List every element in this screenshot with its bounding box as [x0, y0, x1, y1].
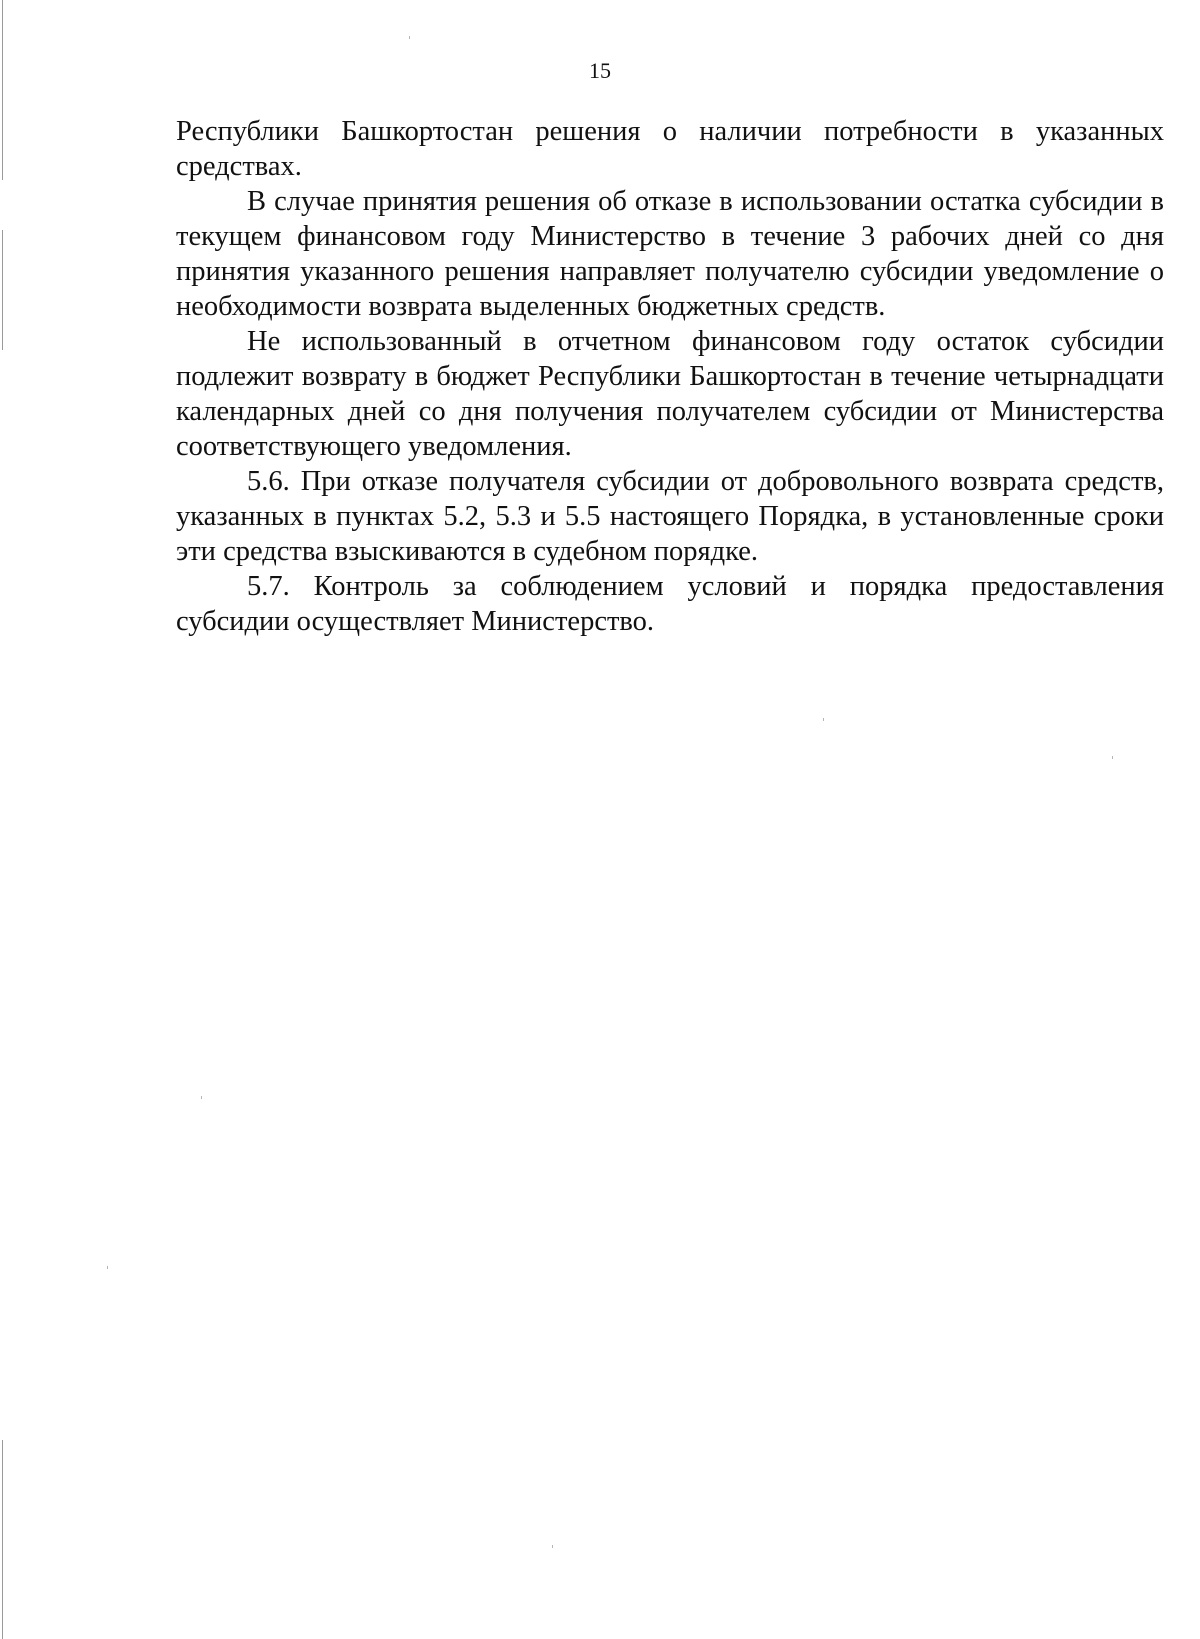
- scan-speck: [409, 36, 410, 39]
- scan-speck: [823, 718, 824, 721]
- scan-speck: [1112, 756, 1113, 759]
- scan-speck: [107, 1266, 108, 1269]
- paragraph-refusal-decision: В случае принятия решения об отказе в использовании остатка субсидии в текущем финансовом году Министерство в течение 3 рабочих дней со дня принятия указанного решения направляет получателю субсидии уведомление о необходимости возврата выделенных бюджетных средств.: [176, 186, 1164, 322]
- paragraph-continuation: Республики Башкортостан решения о наличии потребности в указанных средствах.: [176, 116, 1164, 182]
- body-text: [176, 114, 1164, 639]
- paragraph-unused-balance: Не использованный в отчетном финансовом году остаток субсидии подлежит возврату в бюджет Республики Башкортостан в течение четырнадцати календарных дней со дня получения получателем субсидии от Министерства соответствующего уведомления.: [176, 326, 1164, 462]
- scan-edge-mark: [2, 230, 3, 350]
- scan-speck: [201, 1096, 202, 1099]
- scan-speck: [552, 1545, 553, 1548]
- scan-edge-mark: [2, 1440, 3, 1639]
- page-number: 15: [589, 58, 611, 83]
- paragraph-clause-5-6: 5.6. При отказе получателя субсидии от добровольного возврата средств, указанных в пунктах 5.2, 5.3 и 5.5 настоящего Порядка, в установленные сроки эти средства взыскиваются в судебном порядке.: [176, 466, 1164, 567]
- paragraph-clause-5-7: 5.7. Контроль за соблюдением условий и порядка предоставления субсидии осуществляет Министерство.: [176, 571, 1164, 637]
- scan-edge-mark: [2, 0, 3, 180]
